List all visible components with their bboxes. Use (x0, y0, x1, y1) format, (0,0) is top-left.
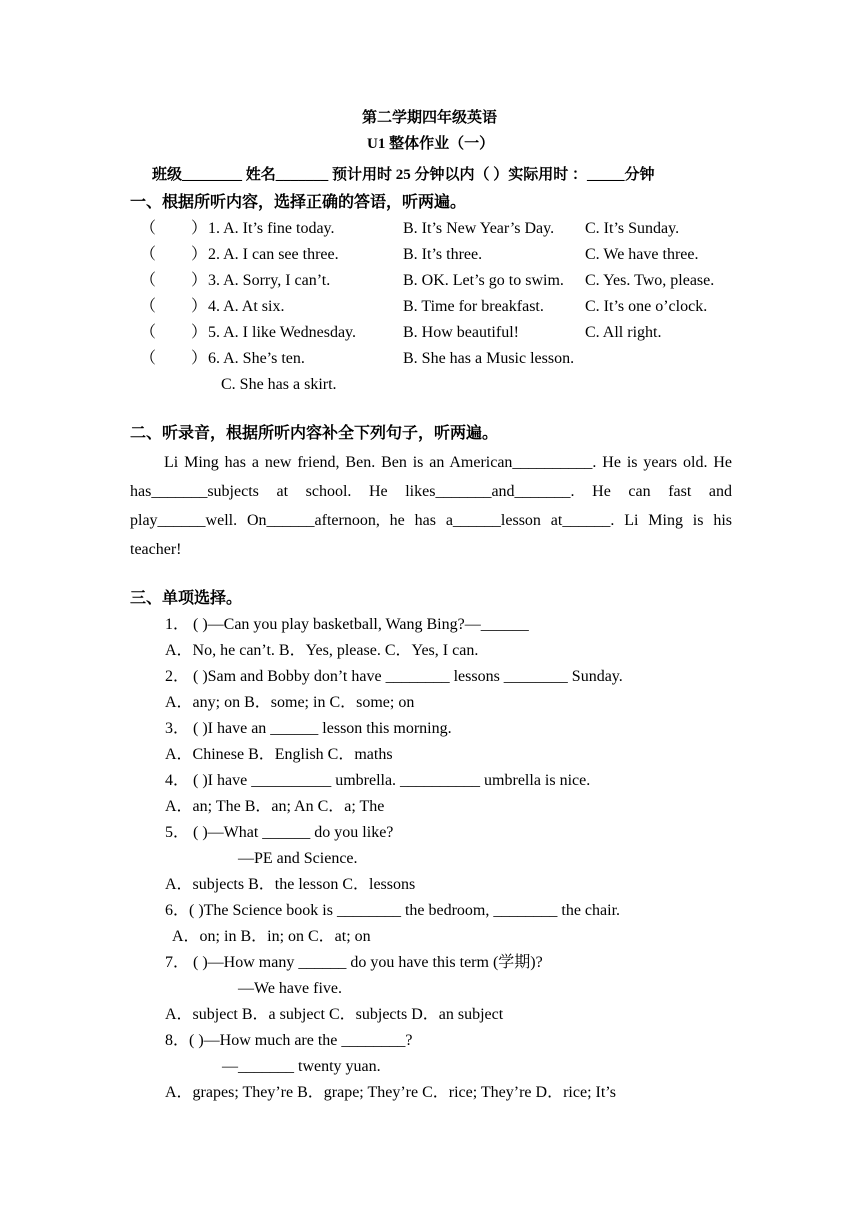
options-line: A．Chinese B．English C．maths (165, 746, 393, 763)
answer-paren-open: （ (140, 272, 157, 289)
answer-paren-close: ） (191, 350, 208, 367)
answer-paren-close: ） (191, 220, 208, 237)
answer-paren-close: ） (191, 324, 208, 341)
options-line: A．any; on B．some; in C．some; on (165, 694, 415, 711)
options-line: A．on; in B．in; on C．at; on (172, 928, 371, 945)
answer-paren-open: （ (140, 220, 157, 237)
options-line: A．No, he can’t. B．Yes, please. C．Yes, I can. (165, 642, 479, 659)
answer-paren-close: ） (191, 246, 208, 263)
question-line: 6．( )The Science book is ________ the bedroom, ________ the chair. (165, 902, 621, 919)
options-line: A．subjects B．the lesson C．lessons (165, 876, 416, 893)
section2-heading: 二、听录音，根据所听内容补全下列句子，听两遍。 (130, 425, 499, 442)
answer-paren-open: （ (140, 324, 157, 341)
options-line: A．grapes; They’re B．grape; They’re C．rice; They’re D．rice; It’s (165, 1084, 616, 1101)
answer-line: —We have five. (238, 980, 342, 997)
answer-paren-open: （ (140, 350, 157, 367)
question-line: 2． ( )Sam and Bobby don’t have ________ lessons ________ Sunday. (165, 668, 623, 685)
option-b: B. OK. Let’s go to swim. (403, 272, 564, 289)
question-line: 8．( )—How much are the ________? (165, 1032, 413, 1049)
page-subtitle: U1 整体作业（一） (367, 136, 495, 152)
option-b: B. It’s New Year’s Day. (403, 220, 555, 237)
option-a: 1. A. It’s fine today. (208, 220, 335, 237)
option-c: C. It’s Sunday. (585, 220, 680, 237)
question-line: 1． ( )—Can you play basketball, Wang Bing?—______ (165, 616, 529, 633)
option-c: C. It’s one o’clock. (585, 298, 708, 315)
section1-heading: 一、根据所听内容，选择正确的答语，听两遍。 (130, 194, 467, 211)
answer-paren-open: （ (140, 246, 157, 263)
section3-heading: 三、单项选择。 (130, 590, 243, 607)
options-line: A．subject B．a subject C．subjects D．an subject (165, 1006, 504, 1023)
option-c: C. All right. (585, 324, 662, 341)
fill-in-passage (130, 448, 732, 564)
option-c: C. She has a skirt. (221, 376, 337, 393)
option-b: B. How beautiful! (403, 324, 519, 341)
option-c: C. We have three. (585, 246, 699, 263)
option-b: B. It’s three. (403, 246, 483, 263)
option-b: B. Time for breakfast. (403, 298, 544, 315)
answer-line: —PE and Science. (238, 850, 358, 867)
question-line: 3． ( )I have an ______ lesson this morning. (165, 720, 452, 737)
options-line: A．an; The B．an; An C．a; The (165, 798, 385, 815)
option-a: 3. A. Sorry, I can’t. (208, 272, 331, 289)
question-line: 5． ( )—What ______ do you like? (165, 824, 394, 841)
page-title: 第二学期四年级英语 (362, 110, 498, 126)
info-line: 班级________ 姓名_______ 预计用时 25 分钟以内（ ）实际用时 ：_____分钟 (152, 167, 655, 183)
question-line: 7． ( )—How many ______ do you have this term (学期)? (165, 954, 543, 971)
option-b: B. She has a Music lesson. (403, 350, 575, 367)
option-a: 4. A. At six. (208, 298, 285, 315)
answer-paren-open: （ (140, 298, 157, 315)
answer-paren-close: ） (191, 272, 208, 289)
answer-line: —_______ twenty yuan. (222, 1058, 381, 1075)
option-c: C. Yes. Two, please. (585, 272, 715, 289)
option-a: 5. A. I like Wednesday. (208, 324, 357, 341)
passage-text: Li Ming has a new friend, Ben. Ben is an American__________. He is years old. He has_______subjects at school. He likes_______and_______. He can fast and play______well. On______afternoon, he has a______lesson at______. Li Ming is his teacher! (130, 454, 732, 558)
option-a: 6. A. She’s ten. (208, 350, 305, 367)
question-line: 4． ( )I have __________ umbrella. __________ umbrella is nice. (165, 772, 591, 789)
answer-paren-close: ） (191, 298, 208, 315)
option-a: 2. A. I can see three. (208, 246, 339, 263)
